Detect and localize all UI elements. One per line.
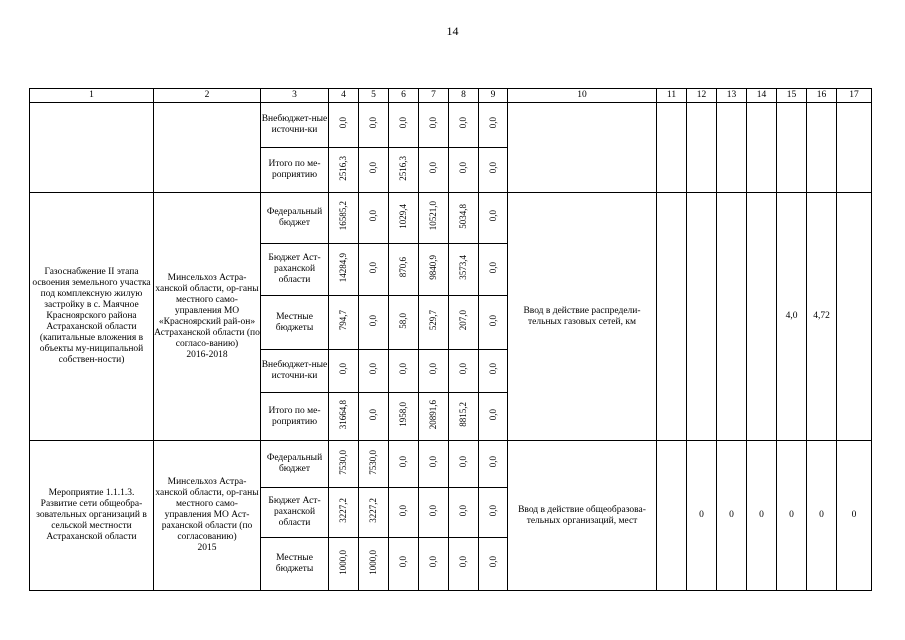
indicator-text: Ввод в действие распредели-тельных газовых сетей, км bbox=[508, 193, 657, 441]
funding-source: Местные бюджеты bbox=[261, 538, 329, 591]
value-cell: 0,0 bbox=[479, 350, 508, 393]
value-cell: 870,6 bbox=[389, 244, 419, 296]
executor-cell bbox=[154, 441, 261, 591]
indicator-value: 4,72 bbox=[807, 193, 837, 441]
column-number: 15 bbox=[777, 89, 807, 103]
column-number: 17 bbox=[837, 89, 872, 103]
years-text: 2016-2018 bbox=[186, 349, 228, 360]
value-cell: 0,0 bbox=[479, 538, 508, 591]
value-cell: 0,0 bbox=[479, 441, 508, 488]
indicator-value: 4,0 bbox=[777, 193, 807, 441]
column-number: 2 bbox=[154, 89, 261, 103]
column-number: 11 bbox=[657, 89, 687, 103]
value-cell: 0,0 bbox=[479, 488, 508, 538]
indicator-value: 0 bbox=[807, 441, 837, 591]
value-cell: 1000,0 bbox=[329, 538, 359, 591]
value-cell: 0,0 bbox=[389, 441, 419, 488]
program-table bbox=[29, 88, 872, 591]
indicator-value: 0 bbox=[777, 441, 807, 591]
value-cell: 0,0 bbox=[419, 148, 449, 193]
funding-source: Внебюджет-ные источни-ки bbox=[261, 350, 329, 393]
value-cell: 1029,4 bbox=[389, 193, 419, 244]
value-cell: 529,7 bbox=[419, 296, 449, 350]
value-cell: 0,0 bbox=[419, 488, 449, 538]
value-cell: 0,0 bbox=[359, 103, 389, 148]
value-cell: 207,0 bbox=[449, 296, 479, 350]
name-cell-empty bbox=[30, 103, 154, 193]
value-cell: 5034,8 bbox=[449, 193, 479, 244]
value-cell: 1000,0 bbox=[359, 538, 389, 591]
value-cell: 0,0 bbox=[419, 538, 449, 591]
indicator-value: 0 bbox=[687, 441, 717, 591]
executor-cell bbox=[154, 193, 261, 441]
years-text: 2015 bbox=[197, 543, 217, 553]
value-cell: 0,0 bbox=[479, 296, 508, 350]
funding-source: Федеральный бюджет bbox=[261, 193, 329, 244]
value-cell: 0,0 bbox=[329, 103, 359, 148]
column-number: 10 bbox=[508, 89, 657, 103]
column-number: 8 bbox=[449, 89, 479, 103]
value-cell: 0,0 bbox=[449, 350, 479, 393]
column-number: 12 bbox=[687, 89, 717, 103]
value-cell: 0,0 bbox=[359, 350, 389, 393]
value-cell: 0,0 bbox=[479, 103, 508, 148]
funding-source: Местные бюджеты bbox=[261, 296, 329, 350]
value-cell: 0,0 bbox=[389, 350, 419, 393]
value-cell: 16585,2 bbox=[329, 193, 359, 244]
measure-name: Мероприятие 1.1.1.3. Развитие сети общеобра-зовательных организаций в сельской местности Астраханской области bbox=[30, 441, 154, 591]
funding-source: Итого по ме-роприятию bbox=[261, 148, 329, 193]
value-cell: 0,0 bbox=[449, 103, 479, 148]
value-cell: 2516,3 bbox=[329, 148, 359, 193]
funding-source: Бюджет Аст-раханской области bbox=[261, 244, 329, 296]
column-number: 14 bbox=[747, 89, 777, 103]
column-number: 4 bbox=[329, 89, 359, 103]
funding-source: Федеральный бюджет bbox=[261, 441, 329, 488]
table-row bbox=[30, 441, 872, 488]
indicator-text: Ввод в действие общеобразова-тельных организаций, мест bbox=[508, 441, 657, 591]
value-cell: 1958,0 bbox=[389, 393, 419, 441]
column-numbers-row bbox=[30, 89, 872, 103]
value-cell: 3573,4 bbox=[449, 244, 479, 296]
executor-text: Минсельхоз Астра-ханской области, ор-ганы местного само-управления МО «Красноярский рай-он» Астраханской области (по согласо-ванию) bbox=[154, 272, 260, 349]
value-cell: 2516,3 bbox=[389, 148, 419, 193]
value-cell: 10521,0 bbox=[419, 193, 449, 244]
value-cell: 0,0 bbox=[449, 488, 479, 538]
value-cell: 0,0 bbox=[389, 488, 419, 538]
value-cell: 3227,2 bbox=[329, 488, 359, 538]
value-cell: 20891,6 bbox=[419, 393, 449, 441]
value-cell: 0,0 bbox=[359, 193, 389, 244]
column-number: 3 bbox=[261, 89, 329, 103]
column-number: 9 bbox=[479, 89, 508, 103]
column-number: 16 bbox=[807, 89, 837, 103]
value-cell: 0,0 bbox=[359, 296, 389, 350]
value-cell: 0,0 bbox=[479, 193, 508, 244]
funding-source: Внебюджет-ные источни-ки bbox=[261, 103, 329, 148]
funding-source: Бюджет Аст-раханской области bbox=[261, 488, 329, 538]
column-number: 5 bbox=[359, 89, 389, 103]
value-cell: 0,0 bbox=[359, 393, 389, 441]
value-cell: 58,0 bbox=[389, 296, 419, 350]
value-cell: 7530,0 bbox=[359, 441, 389, 488]
value-cell: 0,0 bbox=[449, 441, 479, 488]
executor-text: Минсельхоз Астра-ханской области, ор-ганы местного само-управления МО Аст-раханской области (по согласованию) bbox=[155, 477, 259, 542]
value-cell: 0,0 bbox=[419, 103, 449, 148]
column-number: 13 bbox=[717, 89, 747, 103]
page-number: 14 bbox=[446, 24, 459, 38]
measure-name: Газоснабжение II этапа освоения земельного участка под комплексную жилую застройку в с. Маячное Красноярского района Астраханской области (капитальные вложения в объекты му-ниципальной собствен-ности) bbox=[30, 193, 154, 441]
indicator-cell-empty bbox=[508, 103, 657, 193]
value-cell: 0,0 bbox=[359, 244, 389, 296]
value-cell: 31664,8 bbox=[329, 393, 359, 441]
value-cell: 0,0 bbox=[389, 103, 419, 148]
value-cell: 0,0 bbox=[449, 538, 479, 591]
column-number: 6 bbox=[389, 89, 419, 103]
value-cell: 0,0 bbox=[479, 148, 508, 193]
value-cell: 0,0 bbox=[359, 148, 389, 193]
value-cell: 794,7 bbox=[329, 296, 359, 350]
value-cell: 0,0 bbox=[389, 538, 419, 591]
column-number: 1 bbox=[30, 89, 154, 103]
table-row bbox=[30, 103, 872, 148]
value-cell: 14284,9 bbox=[329, 244, 359, 296]
value-cell: 8815,2 bbox=[449, 393, 479, 441]
value-cell: 0,0 bbox=[329, 350, 359, 393]
funding-source: Итого по ме-роприятию bbox=[261, 393, 329, 441]
value-cell: 7530,0 bbox=[329, 441, 359, 488]
executor-cell-empty bbox=[154, 103, 261, 193]
indicator-value: 0 bbox=[717, 441, 747, 591]
column-number: 7 bbox=[419, 89, 449, 103]
indicator-value: 0 bbox=[837, 441, 872, 591]
indicator-value: 0 bbox=[747, 441, 777, 591]
value-cell: 0,0 bbox=[419, 350, 449, 393]
value-cell: 9840,9 bbox=[419, 244, 449, 296]
value-cell: 0,0 bbox=[449, 148, 479, 193]
value-cell: 0,0 bbox=[479, 393, 508, 441]
value-cell: 3227,2 bbox=[359, 488, 389, 538]
value-cell: 0,0 bbox=[419, 441, 449, 488]
table-row bbox=[30, 193, 872, 244]
value-cell: 0,0 bbox=[479, 244, 508, 296]
